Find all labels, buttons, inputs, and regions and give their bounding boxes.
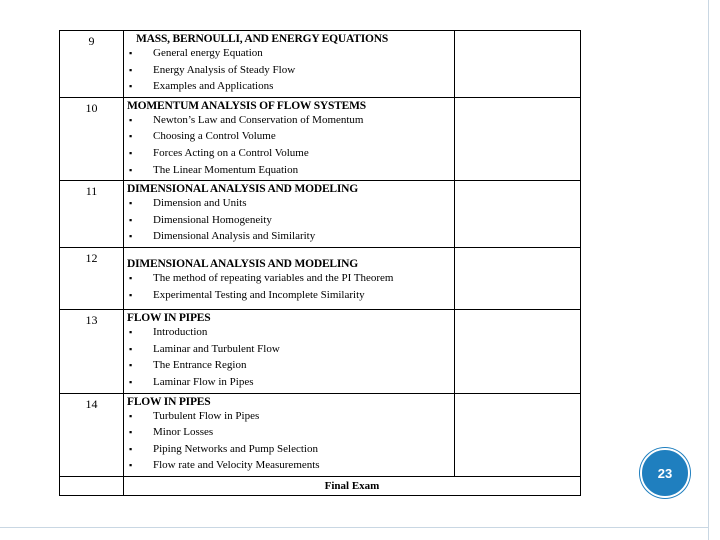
bullet-icon: ▪ [129,198,133,209]
topic-title: FLOW IN PIPES [127,312,211,325]
week-row [60,181,581,248]
final-exam-cell [124,476,581,495]
subtopic-item: ▪ Examples and Applications [124,78,454,95]
bullet-icon: ▪ [129,48,133,58]
bullet-icon: ▪ [129,443,133,454]
final-exam-row [60,476,581,495]
bullet-icon: ▪ [129,360,133,371]
subtopic-list [124,112,454,180]
subtopic-item: ▪ Minor Losses [124,424,454,441]
subtopic-item: ▪ Newton’s Law and Conservation of Momentum [124,112,454,129]
bullet-icon: ▪ [129,327,133,338]
bullet-icon: ▪ [129,114,133,125]
week-number-cell [60,181,124,248]
week-number: 12 [85,250,98,265]
subtopic-item: ▪ Introduction [124,324,454,341]
subtopic-item: ▪ General energy Equation [124,45,454,62]
topic-title: DIMENSIONAL ANALYSIS AND MODELING [127,257,359,270]
week-number-cell [60,393,124,476]
final-exam-label: Final Exam [324,479,380,492]
week-row [60,31,581,98]
week-number-cell [60,476,124,495]
week-row [60,97,581,180]
topic-title: DIMENSIONAL ANALYSIS AND MODELING [127,183,359,196]
week-number-cell [60,247,124,309]
syllabus-table [59,30,581,496]
bullet-icon: ▪ [129,214,133,225]
subtopic-list [124,408,454,476]
blank-cell [455,31,581,98]
week-number: 9 [88,34,95,48]
topic-title: MOMENTUM ANALYSIS OF FLOW SYSTEMS [127,99,366,112]
bullet-icon: ▪ [129,427,133,438]
blank-cell [455,247,581,309]
bullet-icon: ▪ [129,460,133,471]
week-row [60,247,581,309]
blank-cell [455,393,581,476]
topic-cell [124,31,455,98]
topic-cell [124,97,455,180]
blank-cell [455,310,581,393]
week-row [60,393,581,476]
week-row [60,310,581,393]
bullet-icon: ▪ [129,81,133,92]
page-number-badge: 23 [640,448,690,498]
subtopic-item: ▪ Laminar and Turbulent Flow [124,341,454,358]
subtopic-item: ▪ Choosing a Control Volume [124,128,454,145]
blank-cell [455,181,581,248]
week-number: 13 [85,313,98,328]
subtopic-item: ▪ Forces Acting on a Control Volume [124,145,454,162]
subtopic-item: ▪ Dimension and Units [124,195,454,212]
subtopic-item: ▪ The Linear Momentum Equation [124,162,454,179]
bullet-icon: ▪ [129,164,133,175]
subtopic-list [124,195,454,247]
slide-frame-right [708,0,709,540]
subtopic-item: ▪ Turbulent Flow in Pipes [124,408,454,425]
bullet-icon: ▪ [129,410,133,421]
subtopic-item: ▪ Laminar Flow in Pipes [124,374,454,391]
topic-title: MASS, BERNOULLI, AND ENERGY EQUATIONS [136,33,389,45]
topic-cell [124,181,455,248]
week-number: 14 [85,396,98,411]
subtopic-item: ▪ Dimensional Homogeneity [124,212,454,229]
subtopic-item: ▪ The Entrance Region [124,357,454,374]
subtopic-item: ▪ The method of repeating variables and the PI Theorem [124,270,454,287]
week-number-cell [60,31,124,98]
bullet-icon: ▪ [129,343,133,354]
subtopic-item: ▪ Dimensional Analysis and Similarity [124,228,454,245]
subtopic-item: ▪ Energy Analysis of Steady Flow [124,62,454,79]
bullet-icon: ▪ [129,64,133,75]
week-number: 10 [85,100,98,115]
week-number-cell [60,97,124,180]
topic-cell [124,393,455,476]
subtopic-list [124,324,454,392]
subtopic-item: ▪ Flow rate and Velocity Measurements [124,457,454,474]
topic-cell [124,247,455,309]
topic-cell [124,310,455,393]
bullet-icon: ▪ [129,131,133,142]
bullet-icon: ▪ [129,231,133,242]
week-number: 11 [85,184,98,199]
bullet-icon: ▪ [129,376,133,387]
bullet-icon: ▪ [129,147,133,158]
topic-title: FLOW IN PIPES [127,395,211,408]
bullet-icon: ▪ [129,272,133,283]
blank-cell [455,97,581,180]
week-number-cell [60,310,124,393]
subtopic-list [124,270,454,309]
subtopic-item: ▪ Experimental Testing and Incomplete Similarity [124,287,454,304]
slide-frame-bottom [0,527,709,528]
subtopic-item: ▪ Piping Networks and Pump Selection [124,441,454,458]
subtopic-list [124,45,454,97]
bullet-icon: ▪ [129,289,133,300]
